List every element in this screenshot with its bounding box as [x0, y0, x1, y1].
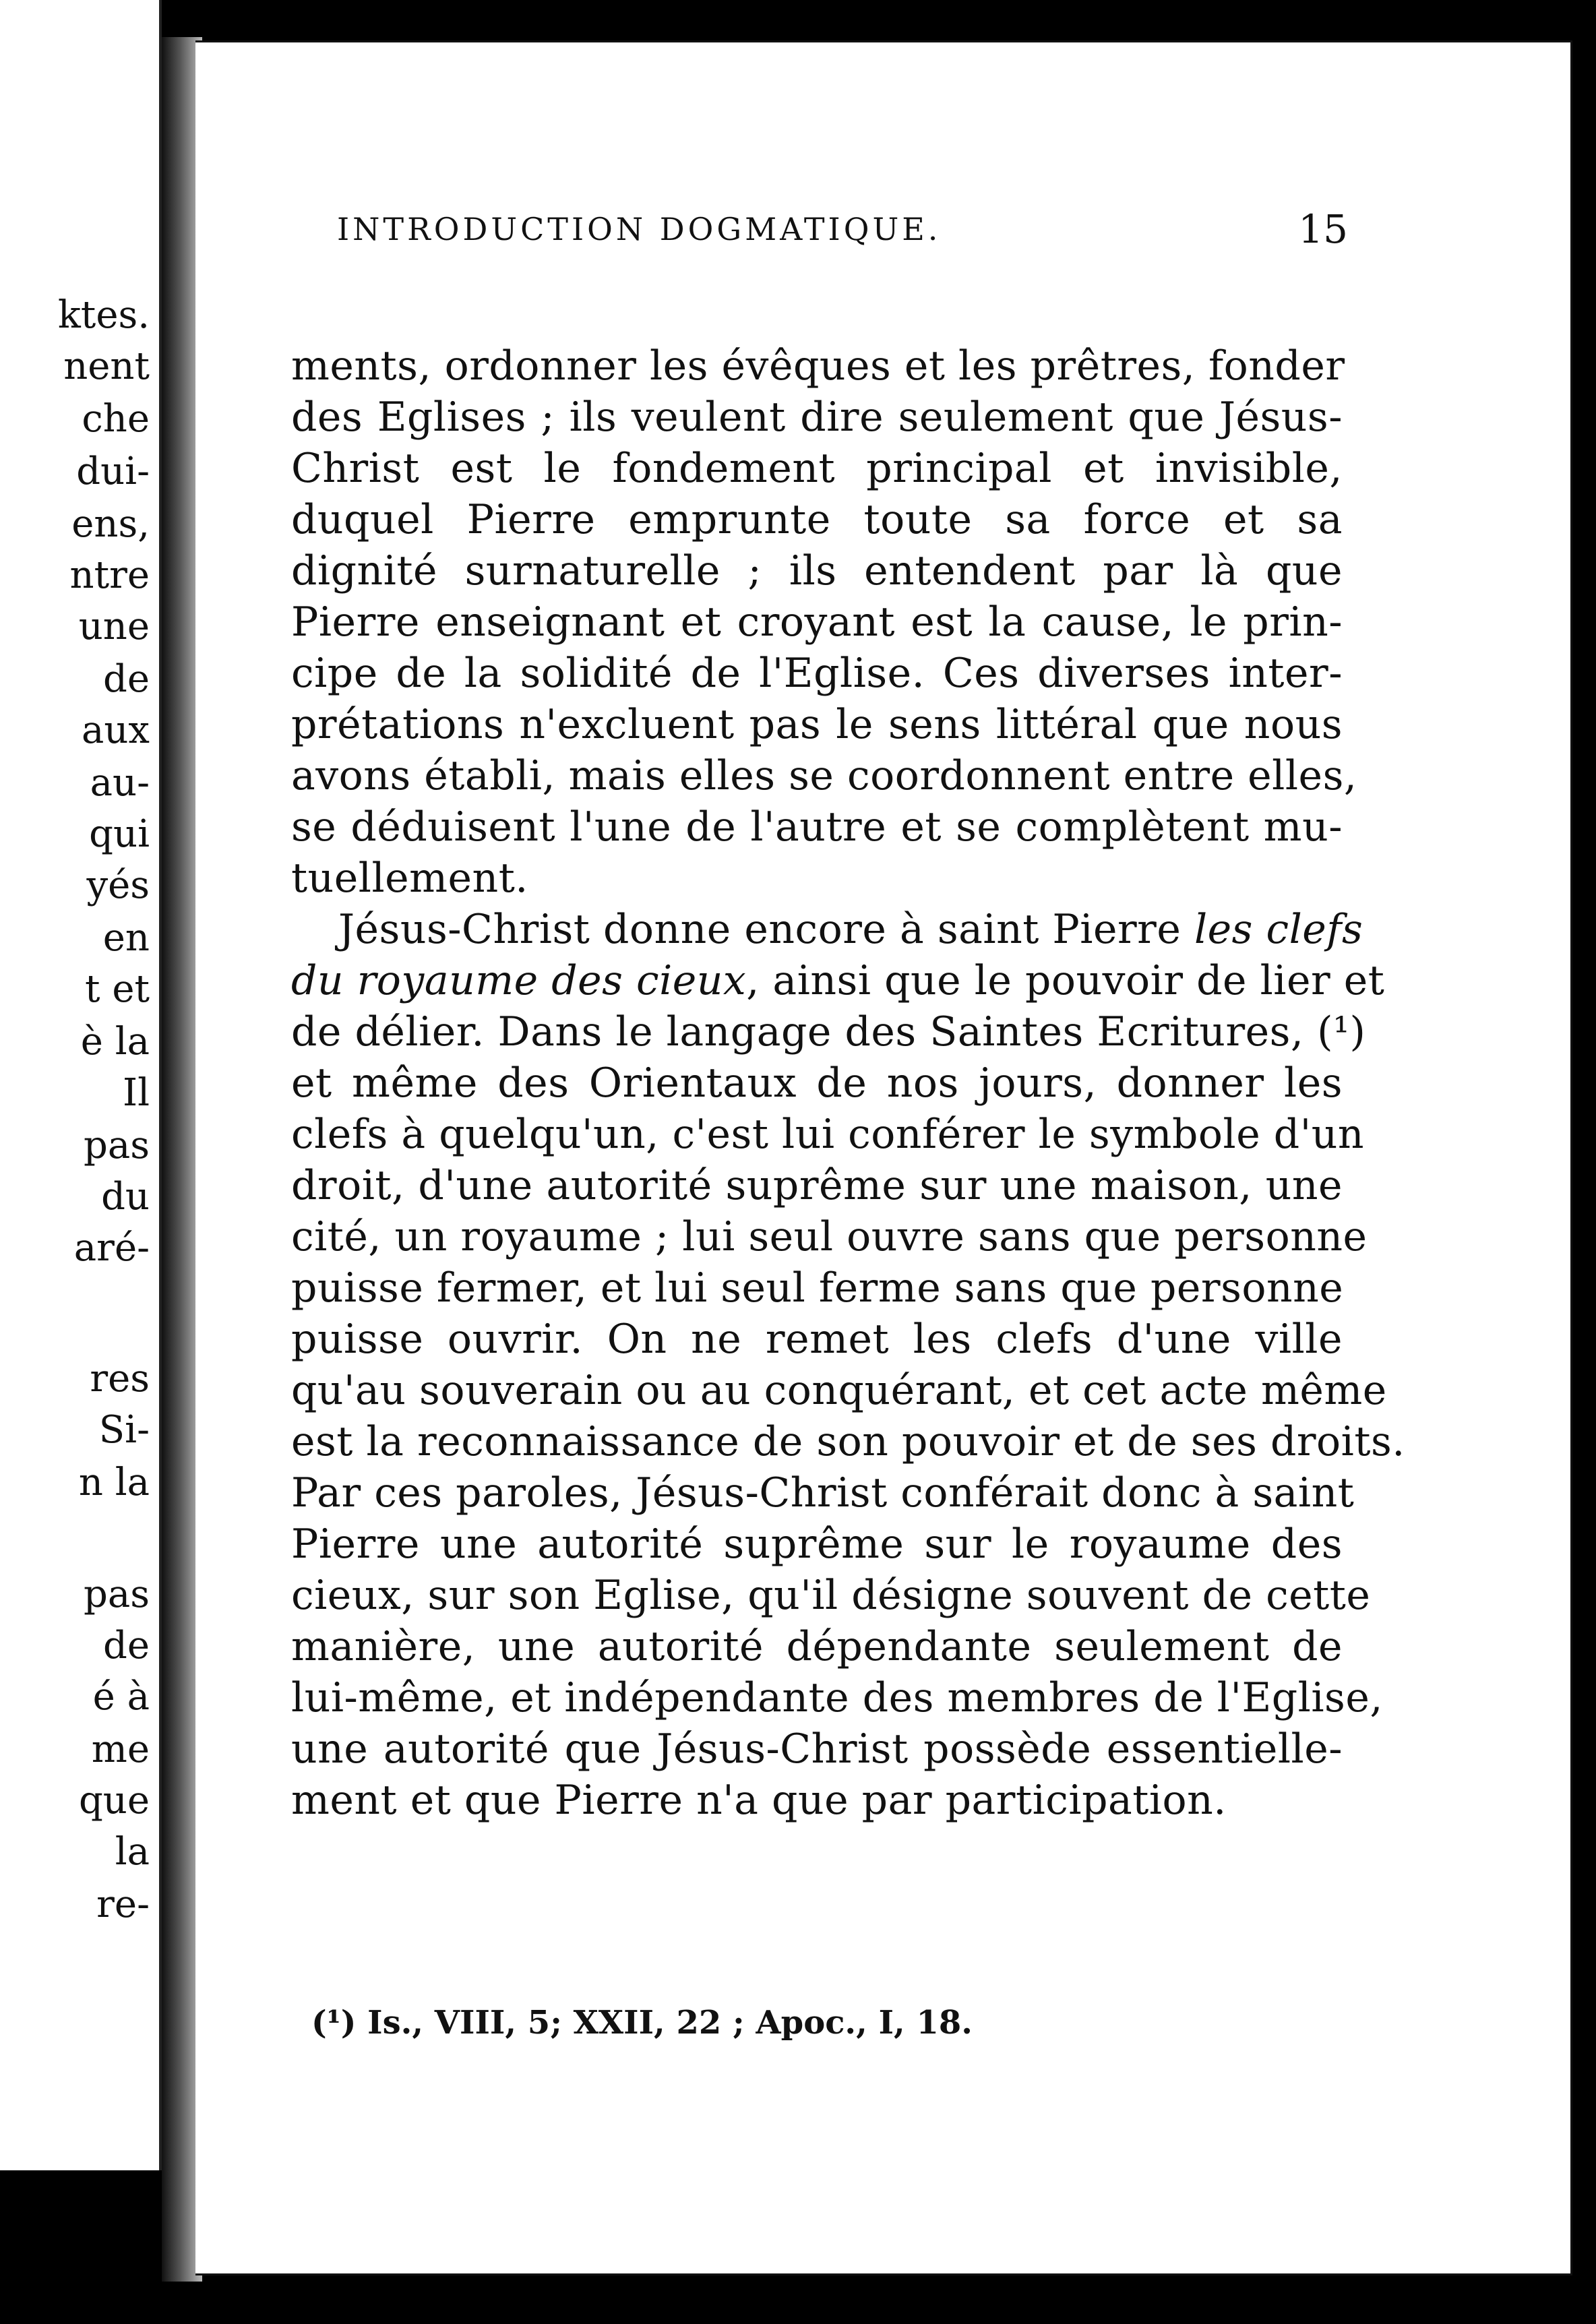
left-page-fragment: n la: [78, 1461, 150, 1504]
left-page-fragment: t et: [85, 967, 150, 1011]
text-line: duquel Pierre emprunte toute sa force et sa: [291, 496, 1343, 543]
left-page-edge: [0, 0, 162, 2170]
left-page-fragment: une: [78, 605, 150, 648]
text-line: et même des Orientaux de nos jours, donner les: [291, 1060, 1343, 1107]
left-page-fragment: è la: [80, 1020, 150, 1064]
text-line: clefs à quelqu'un, c'est lui conférer le symbole d'un: [291, 1111, 1364, 1158]
left-page-fragment: de: [103, 657, 150, 701]
left-page-fragment: é à: [92, 1675, 150, 1719]
left-page-fragment: res: [90, 1357, 150, 1401]
text-line: qu'au souverain ou au conquérant, et cet acte même: [291, 1367, 1387, 1414]
text-line: est la reconnaissance de son pouvoir et de ses droits.: [291, 1418, 1405, 1465]
text-line: puisse fermer, et lui seul ferme sans que personne: [291, 1264, 1344, 1312]
left-page-fragment: de: [103, 1624, 150, 1668]
text-line: tuellement.: [291, 855, 528, 902]
text-line: de délier. Dans le langage des Saintes Ecritures, (¹): [291, 1008, 1366, 1056]
text-line: Par ces paroles, Jésus-Christ conférait donc à saint: [291, 1469, 1355, 1517]
text-line: Jésus-Christ donne encore à saint Pierre les clefs: [338, 906, 1363, 953]
text-line: lui-même, et indépendante des membres de l'Eglise,: [291, 1674, 1383, 1721]
left-page-fragment: me: [91, 1727, 150, 1771]
left-page-fragment: qui: [89, 812, 150, 856]
left-page-fragment: Il: [122, 1071, 150, 1115]
left-page-fragment: che: [82, 397, 150, 441]
running-head: INTRODUCTION DOGMATIQUE.: [337, 211, 942, 247]
text-line: du royaume des cieux, ainsi que le pouvoir de lier et: [291, 957, 1385, 1004]
text-line: droit, d'une autorité suprême sur une maison, une: [291, 1162, 1343, 1209]
text-line: puisse ouvrir. On ne remet les clefs d'une ville: [291, 1316, 1343, 1363]
text-line: manière, une autorité dépendante seulement de: [291, 1623, 1343, 1670]
left-page-fragment: en: [102, 916, 150, 960]
left-page-fragment: au-: [90, 761, 150, 805]
left-page-fragment: re-: [96, 1883, 150, 1926]
text-line: une autorité que Jésus-Christ possède essentielle-: [291, 1725, 1343, 1773]
left-page-fragment: aux: [81, 708, 150, 752]
left-page-fragment: pas: [84, 1572, 150, 1616]
left-page-fragment: ntre: [69, 553, 150, 597]
text-line: cipe de la solidité de l'Eglise. Ces diverses inter-: [291, 650, 1343, 697]
page-number: 15: [1298, 206, 1348, 252]
text-line: ments, ordonner les évêques et les prêtres, fonder: [291, 342, 1345, 390]
left-page-fragment: que: [78, 1779, 150, 1823]
left-page-fragment: la: [115, 1830, 150, 1874]
left-page-fragment: Si-: [98, 1408, 150, 1452]
body-text: [291, 340, 1405, 1826]
text-line: Pierre enseignant et croyant est la cause, le prin-: [291, 599, 1343, 646]
text-line: se déduisent l'une de l'autre et se complètent mu-: [291, 803, 1343, 851]
left-page-fragment: pas: [84, 1124, 150, 1167]
left-page-fragment: ens,: [71, 502, 150, 546]
text-line: dignité surnaturelle ; ils entendent par là que: [291, 547, 1343, 594]
footnote-text: Is., VIII, 5; XXII, 22 ; Apoc., I, 18.: [367, 2004, 973, 2042]
text-line: cité, un royaume ; lui seul ouvre sans que personne: [291, 1213, 1368, 1260]
left-page-fragment: aré-: [73, 1226, 150, 1270]
text-line: cieux, sur son Eglise, qu'il désigne souvent de cette: [291, 1572, 1371, 1619]
text-line: prétations n'excluent pas le sens littéral que nous: [291, 701, 1343, 748]
text-line: ment et que Pierre n'a que par participation.: [291, 1777, 1227, 1824]
text-line: des Eglises ; ils veulent dire seulement que Jésus-: [291, 394, 1343, 441]
footnote: [311, 1999, 973, 2046]
left-page-fragment: du: [101, 1175, 150, 1219]
text-line: avons établi, mais elles se coordonnent entre elles,: [291, 752, 1357, 799]
left-page-fragment: nent: [63, 344, 150, 388]
text-line: Pierre une autorité suprême sur le royaume des: [291, 1521, 1343, 1568]
left-page-fragment: dui-: [76, 450, 150, 493]
footnote-marker: (¹): [311, 2004, 357, 2042]
left-page-fragment: yés: [86, 863, 150, 907]
page-header: [337, 202, 1368, 256]
text-line: Christ est le fondement principal et invisible,: [291, 445, 1343, 492]
left-page-fragment: ktes.: [57, 293, 150, 337]
